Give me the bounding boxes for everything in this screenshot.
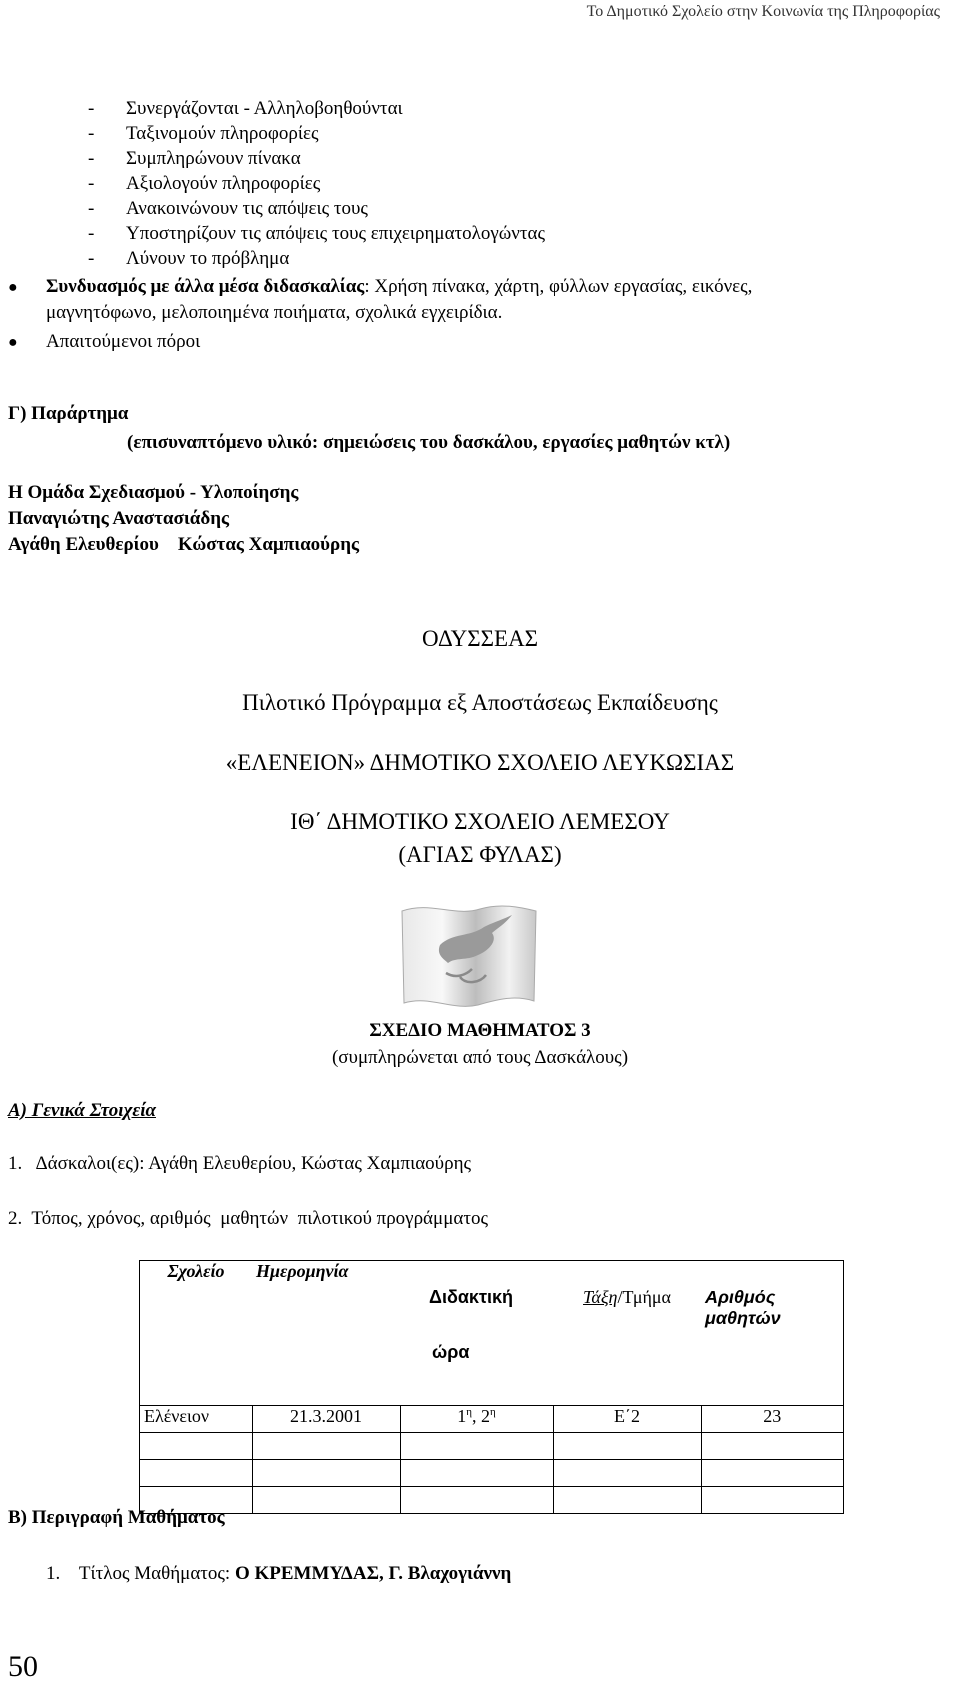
running-header: Το Δημοτικό Σχολείο στην Κοινωνία της Πληροφορίας — [586, 3, 940, 20]
table-row — [140, 1406, 844, 1433]
table-cell: Ε΄2 — [553, 1406, 701, 1433]
table-row — [140, 1433, 844, 1460]
list-item: - Συνεργάζονται - Αλληλοβοηθούνται — [88, 98, 403, 119]
program-title: Πιλοτικό Πρόγραμμα εξ Αποστάσεως Εκπαίδευσης — [242, 690, 718, 715]
teachers-line: 1. Δάσκαλοι(ες): Αγάθη Ελευθερίου, Κώστας Χαμπιαούρης — [8, 1153, 472, 1174]
place-time-line: 2. Τόπος, χρόνος, αριθμός μαθητών πιλοτικού προγράμματος — [8, 1208, 488, 1229]
table-header-row — [140, 1261, 844, 1406]
list-item: - Ταξινομούν πληροφορίες — [88, 123, 319, 144]
table-cell: 23 — [701, 1406, 844, 1433]
table-row — [140, 1460, 844, 1487]
table-header: Αριθμός μαθητών — [701, 1261, 844, 1406]
table-cell: $1^\eta$, $2^\eta$ — [400, 1406, 553, 1433]
table-cell: 21.3.2001 — [252, 1406, 400, 1433]
project-title: ΟΔΥΣΣΕΑΣ — [421, 626, 539, 651]
lesson-title-line: 1. Τίτλος Μαθήματος: Ο ΚΡΕΜΜΥΔΑΣ, Γ. Βλαχογιάννη — [46, 1563, 512, 1584]
school-1: «ΕΛΕΝΕΙΟΝ» ΔΗΜΟΤΙΚΟ ΣΧΟΛΕΙΟ ΛΕΥΚΩΣΙΑΣ — [225, 750, 735, 775]
table-header: Σχολείο — [140, 1261, 253, 1406]
bullet-icon: ● — [8, 334, 18, 351]
school-2-area: (ΑΓΙΑΣ ΦΥΛΑΣ) — [398, 842, 562, 867]
team-members: Αγάθη Ελευθερίου Κώστας Χαμπιαούρης — [8, 534, 360, 555]
list-item: - Αξιολογούν πληροφορίες — [88, 173, 321, 194]
section-heading: Β) Περιγραφή Μαθήματος — [8, 1507, 225, 1528]
school-2: ΙΘ΄ ΔΗΜΟΤΙΚΟ ΣΧΟΛΕΙΟ ΛΕΜΕΣΟΥ — [290, 809, 670, 834]
table-header: Τάξη/Τμήμα — [553, 1261, 701, 1406]
bullet-item: ● Συνδυασμός με άλλα μέσα διδασκαλίας: Χρήση πίνακα, χάρτη, φύλλων εργασίας, εικόνες, — [8, 276, 753, 297]
table-row — [140, 1487, 844, 1514]
team-member: Παναγιώτης Αναστασιάδης — [8, 508, 230, 529]
plan-title: ΣΧΕΔΙΟ ΜΑΘΗΜΑΤΟΣ 3 — [369, 1020, 591, 1041]
page-number: 50 — [8, 1650, 38, 1683]
plan-note: (συμπληρώνεται από τους Δασκάλους) — [331, 1047, 629, 1068]
section-heading: Α) Γενικά Στοιχεία — [8, 1100, 156, 1121]
bullet-icon: ● — [8, 279, 18, 296]
appendix-subtitle: (επισυναπτόμενο υλικό: σημειώσεις του δασκάλου, εργασίες μαθητών κτλ) — [127, 432, 731, 453]
bullet-item: ● Απαιτούμενοι πόροι — [8, 331, 201, 352]
list-item: - Συμπληρώνουν πίνακα — [88, 148, 301, 169]
list-item: - Υποστηρίζουν τις απόψεις τους επιχειρηματολογώντας — [88, 223, 545, 244]
table-cell: Ελένειον — [140, 1406, 253, 1433]
table-header: Ημερομηνία — [252, 1261, 400, 1406]
bullet-item-continuation: μαγνητόφωνο, μελοποιημένα ποιήματα, σχολικά εγχειρίδια. — [46, 302, 503, 323]
list-item: - Λύνουν το πρόβλημα — [88, 248, 290, 269]
table-header: Διδακτική ώρα — [400, 1261, 553, 1406]
list-item: - Ανακοινώνουν τις απόψεις τους — [88, 198, 368, 219]
lesson-info-table — [139, 1260, 844, 1514]
team-heading: Η Ομάδα Σχεδιασμού - Υλοποίησης — [8, 482, 299, 503]
cyprus-flag-image — [400, 903, 538, 1008]
appendix-title: Γ) Παράρτημα — [8, 403, 129, 424]
